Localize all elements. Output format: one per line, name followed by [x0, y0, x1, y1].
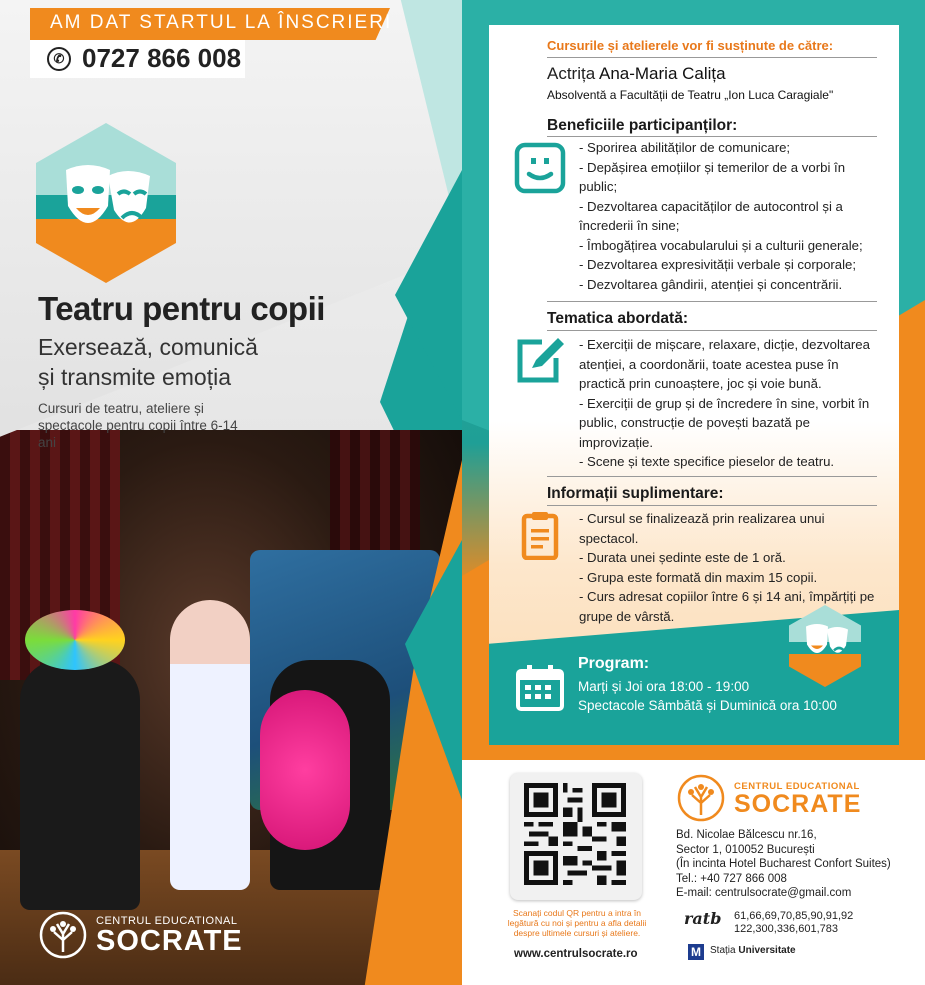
socrate-logo-right	[676, 773, 861, 823]
ratb-logo: ratb	[684, 909, 722, 928]
list-item: - Dezvoltarea gândirii, atenției și concentrării.	[579, 276, 843, 292]
smiley-icon	[514, 142, 566, 194]
teachers-heading: Cursurile și atelierele vor fi susținute de către:	[547, 38, 834, 53]
left-panel	[0, 0, 462, 985]
bus-lines	[734, 910, 853, 936]
bus-line-1: 61,66,69,70,85,90,91,92	[734, 910, 854, 922]
email-line[interactable]: E-mail: centrulsocrate@gmail.com	[676, 887, 852, 899]
logo-line-1: CENTRUL EDUCATIONAL	[734, 780, 860, 792]
bus-line-2: 122,300,336,601,783	[734, 923, 838, 935]
actor-line	[547, 64, 726, 84]
tree-logo-icon	[676, 773, 726, 823]
website-link[interactable]: www.centrulsocrate.ro	[514, 948, 638, 960]
program-schedule: Marți și Joi ora 18:00 - 19:00	[578, 679, 750, 694]
metro-station	[710, 945, 796, 956]
list-item: - Depășirea emoțiilor și temerilor de a vorbi în public;	[579, 159, 846, 194]
actor-prefix: Actrița	[547, 64, 596, 83]
list-item: - Sporirea abilităților de comunicare;	[579, 140, 791, 155]
list-item: - Durata unei ședinte este de 1 oră.	[579, 550, 786, 565]
qr-code[interactable]	[524, 783, 626, 885]
info-list	[579, 509, 879, 626]
logo-line-2: SOCRATE	[96, 925, 243, 957]
phone-number[interactable]: 0727 866 008	[82, 43, 242, 73]
topics-list	[579, 335, 879, 472]
socrate-logo-left	[38, 910, 243, 960]
pink-boa	[260, 690, 350, 850]
phone-icon: ✆	[47, 47, 71, 71]
address-line: Sector 1, 010052 București	[676, 843, 815, 856]
subtitle-line-1: Exersează, comunică	[38, 334, 258, 360]
address-line: (În incinta Hotel Bucharest Confort Suites)	[676, 858, 891, 870]
right-panel	[462, 0, 925, 985]
divider	[547, 57, 877, 58]
program-heading: Program:	[578, 655, 650, 672]
edit-icon	[514, 334, 566, 386]
phone-line[interactable]: Tel.: +40 727 866 008	[676, 872, 787, 885]
info-heading: Informații suplimentare:	[547, 485, 724, 502]
actor-name: Ana-Maria Calița	[598, 64, 726, 83]
program-shows: Spectacole Sâmbătă și Duminică ora 10:00	[578, 698, 837, 713]
banner-text: AM DAT STARTUL LA ÎNSCRIERI	[50, 12, 393, 33]
address-line: Bd. Nicolae Bălcescu nr.16,	[676, 829, 817, 841]
tree-logo-icon	[38, 910, 88, 960]
list-item: - Dezvoltarea capacităților de autocontrol și a încrederii în sine;	[579, 198, 843, 233]
theater-masks-icon	[802, 620, 850, 666]
divider	[547, 330, 877, 331]
course-description: Cursuri de teatru, ateliere și spectacole pentru copii între 6-14 ani	[38, 401, 238, 450]
benefits-heading: Beneficiile participanților:	[547, 117, 738, 134]
calendar-icon	[514, 663, 566, 713]
logo-line-2: SOCRATE	[734, 789, 862, 818]
list-item: - Exerciții de grup și de încredere în sine, vorbit în public, construcție de povești bazată pe improvizație.	[579, 395, 870, 450]
address-block	[676, 828, 891, 901]
logo-line-1: CENTRUL EDUCATIONAL	[96, 915, 238, 927]
metro-prefix: Stația	[710, 945, 736, 956]
divider	[547, 136, 877, 137]
child-in-dress	[170, 600, 250, 890]
topics-heading: Tematica abordată:	[547, 310, 688, 327]
colorful-hat	[25, 610, 125, 670]
list-item: - Dezvoltarea expresivității verbale și corporale;	[579, 257, 857, 272]
child-with-boa	[270, 660, 390, 890]
metro-name: Universitate	[738, 945, 796, 956]
qr-caption: Scanați codul QR pentru a intra în legătură cu noi și pentru a afla detalii despre ultimele cursuri și ateliere.	[507, 908, 647, 938]
child-with-hat	[20, 660, 140, 910]
divider	[547, 476, 877, 477]
clipboard-icon	[514, 508, 566, 560]
actor-credentials: Absolventă a Facultății de Teatru „Ion Luca Caragiale"	[547, 88, 834, 102]
list-item: - Cursul se finalizează prin realizarea unui spectacol.	[579, 511, 825, 546]
list-item: - Exerciții de mișcare, relaxare, dicție, dezvoltarea atenției, a coordonării, toate acestea puse în practică prin cunoaștere, joc și voie bună.	[579, 337, 870, 391]
page-title: Teatru pentru copii	[38, 290, 325, 327]
list-item: - Îmbogățirea vocabularului și a culturii generale;	[579, 237, 863, 253]
theater-masks-icon	[58, 158, 154, 248]
list-item: - Scene și texte specifice pieselor de teatru.	[579, 454, 835, 469]
list-item: - Curs adresat copiilor între 6 și 14 ani, împărțiți pe grupe de vârstă.	[579, 589, 875, 624]
benefits-list	[579, 138, 879, 294]
divider	[547, 505, 877, 506]
list-item: - Grupa este formată din maxim 15 copii.	[579, 569, 818, 585]
divider	[547, 301, 877, 302]
subtitle-line-2: și transmite emoția	[38, 364, 232, 390]
metro-icon: M	[688, 944, 704, 960]
